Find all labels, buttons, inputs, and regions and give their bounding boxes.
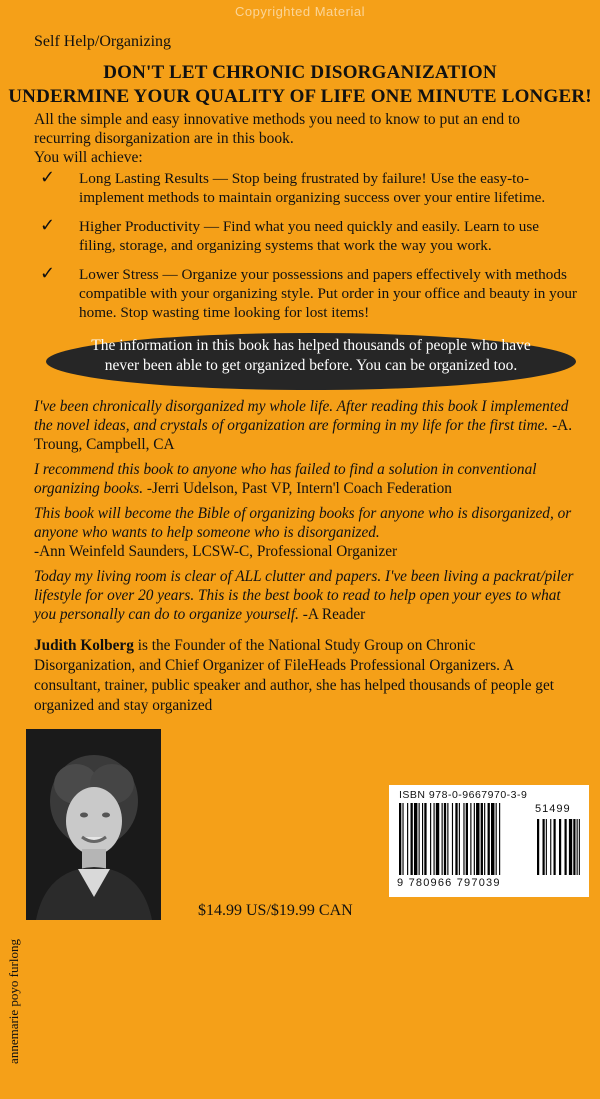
checkmark-icon: ✓ (40, 263, 56, 284)
headline-line-1: DON'T LET CHRONIC DISORGANIZATION (103, 62, 497, 83)
testimonial (34, 397, 579, 454)
cover-headline (0, 61, 600, 109)
author-photo (26, 729, 161, 920)
isbn-number: ISBN 978-0-9667970-3-9 (399, 789, 528, 801)
barcode-addon-digits: 51499 (535, 803, 571, 815)
benefits-list (34, 169, 579, 332)
benefit-item (34, 217, 579, 255)
headline-line-2: UNDERMINE YOUR QUALITY OF LIFE ONE MINUTE LONGER! (8, 86, 592, 107)
benefit-item (34, 265, 579, 322)
checkmark-icon: ✓ (40, 215, 56, 236)
author-bio (34, 636, 579, 716)
testimonial-attribution: -A Reader (298, 606, 366, 623)
testimonial (34, 567, 579, 624)
intro-text: All the simple and easy innovative methods you need to know to put an end to recurring disorganization are in this book. (34, 111, 521, 147)
callout-text (46, 336, 576, 376)
author-bio-text: is the Founder of the National Study Group on Chronic Disorganization, and Chief Organizer of FileHeads Professional Organizers. A consultant, trainer, public speaker and author, she has helped thousands of people get organized and stay organized (34, 637, 554, 714)
benefit-item (34, 169, 579, 207)
testimonial-attribution: -A. Troung, Campbell, CA (34, 417, 573, 453)
testimonial-text: This book will become the Bible of organizing books for anyone who is disorganized, or anyone who wants to help someone who is disorganized. (34, 505, 572, 541)
callout-line-1: The information in this book has helped thousands of people who have (91, 337, 531, 354)
benefit-text: Higher Productivity — Find what you need quickly and easily. Learn to use filing, storage, and organizing systems that work the way you work. (79, 218, 540, 254)
testimonials (34, 397, 579, 630)
isbn-barcode (389, 785, 589, 897)
book-category: Self Help/Organizing (34, 33, 172, 50)
testimonial-text: Today my living room is clear of ALL clutter and papers. I've been living a packrat/piler lifestyle for over 20 years. This is the best book to read to help open your eyes to what you personally can do to organize yourself. (34, 568, 574, 623)
copyright-watermark: Copyrighted Material (235, 4, 365, 19)
checkmark-icon: ✓ (40, 167, 56, 188)
photo-credit (6, 725, 26, 1064)
testimonial (34, 460, 579, 498)
author-portrait-image (26, 729, 161, 920)
intro-paragraph (34, 110, 574, 167)
benefit-text: Lower Stress — Organize your possessions and papers effectively with methods compatible with your organizing style. Put order in your office and beauty in your home. Stop wasting time looking for lost items! (79, 266, 577, 321)
testimonial-text: I recommend this book to anyone who has failed to find a solution in conventional organizing books. (34, 461, 537, 497)
testimonial-text: I've been chronically disorganized my whole life. After reading this book I implemented the novel ideas, and crystals of organization are forming in my life for the first time. (34, 398, 569, 434)
author-name: Judith Kolberg (34, 637, 134, 654)
barcode-ean-digits: 9 780966 797039 (397, 877, 501, 889)
photo-credit-text: annemarie poyo furlong (6, 939, 21, 1064)
testimonial-attribution: -Jerri Udelson, Past VP, Intern'l Coach Federation (143, 480, 452, 497)
intro-achieve: You will achieve: (34, 149, 143, 166)
testimonial-attribution: -Ann Weinfeld Saunders, LCSW-C, Professional Organizer (34, 543, 398, 560)
callout-line-2: never been able to get organized before. You can be organized too. (104, 357, 518, 374)
price: $14.99 US/$19.99 CAN (198, 902, 353, 919)
benefit-text: Long Lasting Results — Stop being frustrated by failure! Use the easy-to-implement methods to maintain organizing success over your entire lifetime. (79, 170, 546, 206)
testimonial (34, 504, 579, 561)
